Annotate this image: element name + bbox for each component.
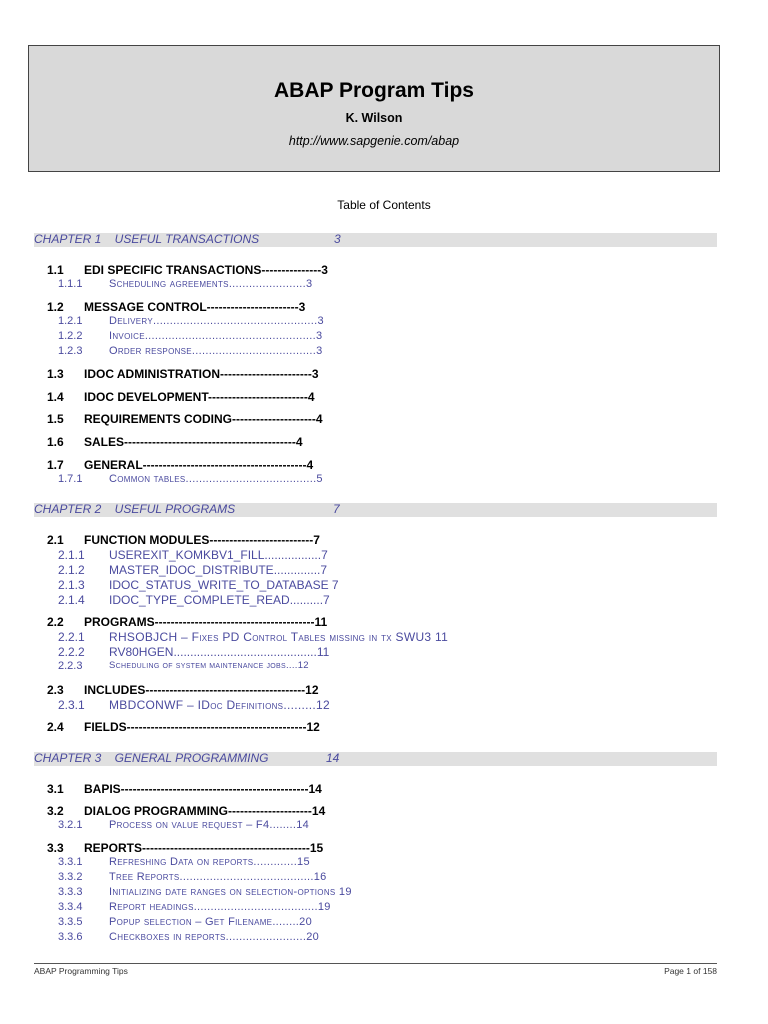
subsection-number: 2.2.3 xyxy=(58,660,83,672)
subsection-text: RV80HGEN...........................................11 xyxy=(109,645,330,659)
subsection-text: IDOC_TYPE_COMPLETE_READ..........7 xyxy=(109,593,330,607)
section-text: BAPIS-----------------------------------------------14 xyxy=(84,782,322,796)
section-number: 1.1 xyxy=(47,263,64,277)
section-text: DIALOG PROGRAMMING---------------------14 xyxy=(84,804,326,818)
section-text: IDOC ADMINISTRATION-----------------------3 xyxy=(84,367,319,381)
subsection-number: 2.2.1 xyxy=(58,630,85,644)
subsection-number: 3.3.2 xyxy=(58,871,83,883)
section-number: 1.7 xyxy=(47,458,64,472)
subsection-text: Scheduling agreements.......................3 xyxy=(109,278,313,290)
chapter-row[interactable] xyxy=(34,503,717,517)
subsection-text: Process on value request – F4........14 xyxy=(109,819,310,831)
footer-title: ABAP Programming Tips xyxy=(34,966,128,976)
section-number: 3.2 xyxy=(47,804,64,818)
chapter-page: 3 xyxy=(334,232,341,246)
section-text: EDI SPECIFIC TRANSACTIONS---------------3 xyxy=(84,263,328,277)
subsection-number: 3.3.3 xyxy=(58,886,83,898)
document-title: ABAP Program Tips xyxy=(274,79,474,102)
subsection-number: 2.3.1 xyxy=(58,698,85,712)
section-number: 1.5 xyxy=(47,412,64,426)
section-number: 1.2 xyxy=(47,300,64,314)
footer-page-number: Page 1 of 158 xyxy=(664,966,717,976)
section-number: 2.1 xyxy=(47,533,64,547)
section-number: 2.2 xyxy=(47,615,64,629)
chapter-row[interactable] xyxy=(34,752,717,766)
chapter-label: CHAPTER 1 USEFUL TRANSACTIONS xyxy=(34,232,260,246)
section-number: 2.3 xyxy=(47,683,64,697)
subsection-text: Popup selection – Get Filename........20 xyxy=(109,916,312,928)
subsection-text: Refreshing Data on reports.............15 xyxy=(109,856,310,868)
chapter-label: CHAPTER 2 USEFUL PROGRAMS xyxy=(34,502,236,516)
subsection-number: 1.2.2 xyxy=(58,330,83,342)
subsection-text: RHSOBJCH – Fixes PD Control Tables missing in tx SWU3 11 xyxy=(109,630,449,644)
chapter-label: CHAPTER 3 GENERAL PROGRAMMING xyxy=(34,751,269,765)
subsection-number: 2.1.4 xyxy=(58,593,85,607)
section-text: FIELDS---------------------------------------------12 xyxy=(84,720,320,734)
section-text: MESSAGE CONTROL-----------------------3 xyxy=(84,300,306,314)
subsection-number: 3.3.5 xyxy=(58,916,83,928)
subsection-text: Scheduling of system maintenance jobs....12 xyxy=(109,660,309,671)
section-text: INCLUDES----------------------------------------12 xyxy=(84,683,319,697)
subsection-number: 1.2.3 xyxy=(58,345,83,357)
subsection-number: 3.3.6 xyxy=(58,931,83,943)
subsection-text: MBDCONWF – IDoc Definitions.........12 xyxy=(109,698,330,712)
section-text: FUNCTION MODULES--------------------------7 xyxy=(84,533,320,547)
subsection-text: Checkboxes in reports........................20 xyxy=(109,931,320,943)
subsection-text: Report headings.....................................19 xyxy=(109,901,331,913)
section-text: PROGRAMS----------------------------------------11 xyxy=(84,615,328,629)
chapter-page: 7 xyxy=(333,502,340,516)
subsection-number: 2.2.2 xyxy=(58,645,85,659)
subsection-number: 2.1.1 xyxy=(58,548,85,562)
subsection-number: 2.1.3 xyxy=(58,578,85,592)
section-number: 1.3 xyxy=(47,367,64,381)
section-number: 1.4 xyxy=(47,390,64,404)
subsection-number: 1.7.1 xyxy=(58,473,83,485)
subsection-text: Common tables.......................................5 xyxy=(109,473,323,485)
section-text: REPORTS------------------------------------------15 xyxy=(84,841,324,855)
subsection-number: 3.3.4 xyxy=(58,901,83,913)
subsection-number: 3.2.1 xyxy=(58,819,83,831)
title-box xyxy=(28,45,720,172)
section-text: REQUIREMENTS CODING---------------------4 xyxy=(84,412,323,426)
subsection-number: 2.1.2 xyxy=(58,563,85,577)
section-number: 3.1 xyxy=(47,782,64,796)
section-text: GENERAL-----------------------------------------4 xyxy=(84,458,314,472)
section-text: IDOC DEVELOPMENT-------------------------4 xyxy=(84,390,315,404)
subsection-number: 1.2.1 xyxy=(58,315,83,327)
subsection-text: IDOC_STATUS_WRITE_TO_DATABASE 7 xyxy=(109,578,339,592)
subsection-number: 3.3.1 xyxy=(58,856,83,868)
subsection-text: Delivery.................................................3 xyxy=(109,315,324,327)
subsection-text: USEREXIT_KOMKBV1_FILL.................7 xyxy=(109,548,328,562)
toc-heading: Table of Contents xyxy=(337,198,431,212)
section-number: 1.6 xyxy=(47,435,64,449)
subsection-number: 1.1.1 xyxy=(58,278,83,290)
document-url: http://www.sapgenie.com/abap xyxy=(288,134,460,148)
subsection-text: MASTER_IDOC_DISTRIBUTE..............7 xyxy=(109,563,328,577)
subsection-text: Tree Reports........................................16 xyxy=(109,871,327,883)
chapter-page: 14 xyxy=(326,751,340,765)
subsection-text: Initializing date ranges on selection-options 19 xyxy=(109,886,352,898)
subsection-text: Order response.....................................3 xyxy=(109,345,323,357)
footer-rule xyxy=(34,963,717,964)
section-number: 2.4 xyxy=(47,720,64,734)
section-text: SALES-------------------------------------------4 xyxy=(84,435,303,449)
subsection-text: Invoice...................................................3 xyxy=(109,330,323,342)
chapter-row[interactable] xyxy=(34,233,717,247)
document-author: K. Wilson xyxy=(345,111,403,125)
section-number: 3.3 xyxy=(47,841,64,855)
